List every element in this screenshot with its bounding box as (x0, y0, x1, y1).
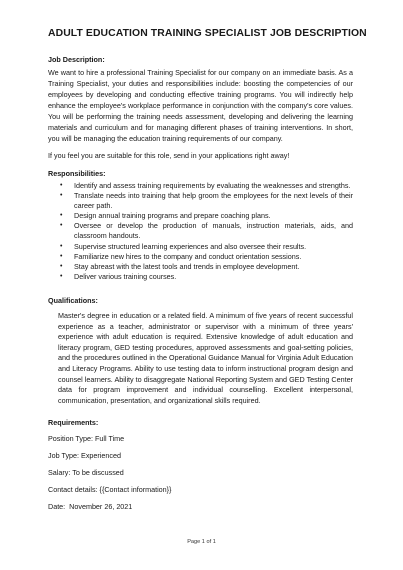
list-item: • Design annual training programs and prepare coaching plans. (60, 211, 271, 221)
list-item: • Supervise structured learning experiences and also oversee their results. (60, 241, 307, 251)
list-item: • Stay abreast with the latest tools and trends in employee development. (60, 261, 300, 271)
responsibilities-list (48, 181, 353, 282)
position-type: Position Type: Full Time (48, 434, 125, 444)
bullet-icon: • (60, 192, 63, 200)
bullet-icon: • (60, 182, 63, 189)
job-type: Job Type: Experienced (48, 451, 121, 461)
contact-details: Contact details: {{Contact information}} (48, 485, 172, 495)
qualifications-heading: Qualifications: (48, 295, 98, 305)
list-item: • Deliver various training courses. (60, 271, 177, 281)
list-item: • Translate needs into training that help groom the employees for the next levels of their career path. (60, 191, 353, 211)
bullet-icon: • (60, 222, 63, 230)
job-description-heading: Job Description: (48, 55, 105, 64)
requirements-section (48, 418, 353, 511)
page-number: Page 1 of 1 (187, 539, 216, 545)
list-item: • Familiarize new hires to the company and conduct orientation sessions. (60, 251, 302, 261)
qualifications-section (48, 296, 353, 406)
bullet-icon: • (60, 212, 63, 220)
job-description-section (48, 55, 353, 161)
application-call-to-action: If you feel you are suitable for this role, send in your applications right away! (48, 151, 290, 160)
bullet-icon: • (60, 262, 63, 270)
bullet-icon: • (60, 272, 63, 280)
requirements-heading: Requirements: (48, 418, 99, 428)
document-title: ADULT EDUCATION TRAINING SPECIALIST JOB DESCRIPTION (48, 28, 367, 39)
bullet-icon: • (60, 252, 63, 260)
qualifications-paragraph: Master's degree in education or a related field. A minimum of five years of recent successful experience as a teacher, administrator or supervisor with a minimum of three years' experience with adult education is required. Extensive knowledge of adult education and literacy program, GED testing procedures, approved assessments and goal-setting policies, and the procedures outlined in the Operational Guidance Manual for Virginia Adult Education and Literacy Programs. Ability to use testing data to inform instructional program design and counsel learners. Ability to disaggregate National Reporting System and GED Testing Center data for program improvement and individual counselling. Excellent interpersonal, communication, presentation, and organizational skills required. (58, 310, 353, 405)
job-description-paragraph: We want to hire a professional Training Specialist for our company on an immediate basis. As a Training Specialist, your duties and responsibilities include: boosting the competencies of our employees by developing and conducting effective training programs. You will indirectly help enhance the employee's workplace performance in conjunction with the company's core values. You will be performing the training needs assessment, developing and delivering the learning materials and curriculum and for managing different phases of training interventions. In short, you will be managing the education training requirements of our company. (48, 68, 353, 143)
salary: Salary: To be discussed (48, 468, 124, 478)
responsibilities-section (48, 169, 353, 282)
document-date: Date: November 26, 2021 (48, 502, 133, 512)
list-item: • Identify and assess training requirements by evaluating the weaknesses and strengths. (60, 181, 351, 190)
bullet-icon: • (60, 242, 63, 250)
list-item: • Oversee or develop the production of manuals, instruction materials, aids, and classroom handouts. (60, 221, 353, 241)
responsibilities-heading: Responsibilities: (48, 169, 106, 178)
